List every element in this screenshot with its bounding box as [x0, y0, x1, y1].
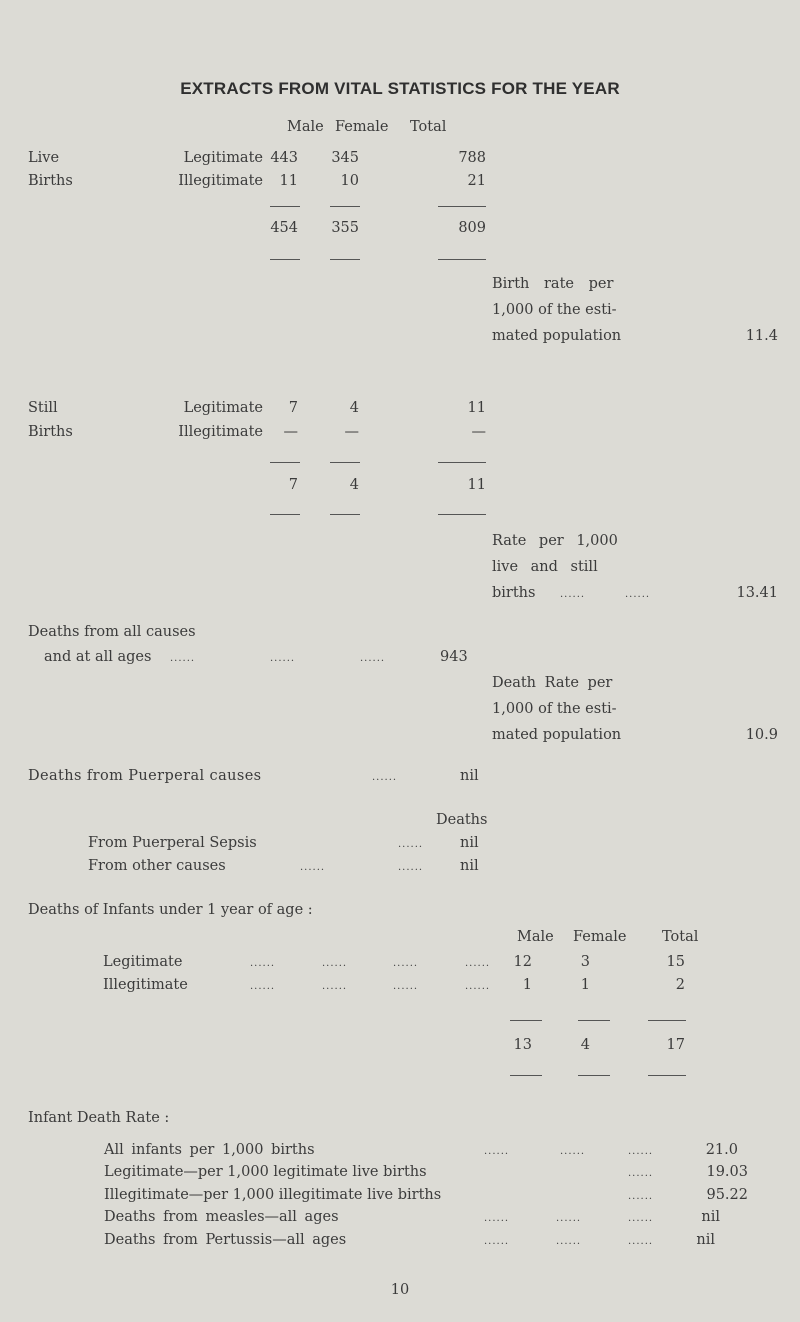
total-cell: 11 — [467, 477, 486, 493]
rule — [270, 514, 300, 515]
row-label: From other causes — [88, 858, 226, 874]
rule — [648, 1075, 686, 1076]
leader-dots: ...... — [398, 862, 424, 873]
total-cell: 4 — [580, 1037, 590, 1053]
row-label: All infants per 1,000 births — [104, 1142, 315, 1158]
col-female: Female — [573, 929, 627, 945]
rule — [510, 1020, 542, 1021]
cell: — — [471, 424, 486, 440]
leader-dots: ...... — [484, 1236, 510, 1247]
col-male: Male — [287, 119, 324, 135]
row-label: Legitimate — [103, 954, 183, 970]
row-label: Illegitimate — [103, 977, 188, 993]
row-label: Legitimate — [183, 150, 263, 166]
col-total: Total — [662, 929, 699, 945]
cell: 11 — [279, 173, 298, 189]
row-label: Deaths from Pertussis—all ages — [104, 1232, 347, 1248]
cell: — — [344, 424, 359, 440]
births-label: Births — [28, 173, 73, 189]
row-label: Illegitimate—per 1,000 illegitimate live births — [104, 1187, 442, 1203]
page-number: 10 — [390, 1282, 410, 1298]
cell: — — [283, 424, 298, 440]
leader-dots: ...... — [465, 981, 491, 992]
leader-dots: ...... — [372, 772, 398, 783]
total-cell: 355 — [331, 220, 359, 236]
still-label: Still — [28, 400, 58, 416]
rate-text: mated population — [492, 328, 622, 344]
total-cell: 17 — [666, 1037, 685, 1053]
leader-dots: ...... — [250, 981, 276, 992]
total-cell: 4 — [349, 477, 359, 493]
leader-dots: ...... — [556, 1236, 582, 1247]
row-value: nil — [460, 858, 479, 874]
col-total: Total — [410, 119, 447, 135]
rate-text: Death Rate per — [492, 675, 613, 691]
rule — [330, 514, 360, 515]
leader-dots: ...... — [300, 862, 326, 873]
cell: 3 — [580, 954, 590, 970]
leader-dots: ...... — [625, 589, 651, 600]
row-value: nil — [460, 835, 479, 851]
cell: 21 — [467, 173, 486, 189]
row-label: Deaths from measles—all ages — [104, 1209, 339, 1225]
rule — [330, 462, 360, 463]
cell: 2 — [675, 977, 685, 993]
live-label: Live — [28, 150, 60, 166]
deaths-all-label: and at all ages — [44, 649, 152, 665]
total-cell: 809 — [458, 220, 486, 236]
total-cell: 454 — [270, 220, 298, 236]
row-label: Legitimate — [183, 400, 263, 416]
leader-dots: ...... — [560, 1146, 586, 1157]
leader-dots: ...... — [484, 1146, 510, 1157]
deaths-all-value: 943 — [440, 649, 468, 665]
row-value: 95.22 — [706, 1187, 748, 1203]
rule — [578, 1020, 610, 1021]
rule — [438, 259, 486, 260]
page-title: EXTRACTS FROM VITAL STATISTICS FOR THE YEAR — [180, 79, 620, 98]
cell: 443 — [270, 150, 298, 166]
puerperal-label: Deaths from Puerperal causes — [28, 768, 262, 784]
row-label: From Puerperal Sepsis — [88, 835, 257, 851]
rule — [330, 259, 360, 260]
cell: 1 — [522, 977, 532, 993]
deaths-all-label: Deaths from all causes — [28, 624, 196, 640]
still-rate-value: 13.41 — [736, 585, 778, 601]
cell: 1 — [580, 977, 590, 993]
leader-dots: ...... — [393, 981, 419, 992]
rate-text: 1,000 of the esti- — [492, 302, 617, 318]
leader-dots: ...... — [628, 1146, 654, 1157]
infants-heading: Deaths of Infants under 1 year of age : — [28, 902, 313, 918]
row-value: nil — [701, 1209, 720, 1225]
leader-dots: ...... — [628, 1236, 654, 1247]
leader-dots: ...... — [250, 958, 276, 969]
rule — [438, 462, 486, 463]
leader-dots: ...... — [322, 958, 348, 969]
leader-dots: ...... — [398, 839, 424, 850]
cell: 15 — [666, 954, 685, 970]
leader-dots: ...... — [628, 1168, 654, 1179]
total-cell: 13 — [513, 1037, 532, 1053]
births-label: Births — [28, 424, 73, 440]
rule — [270, 206, 300, 207]
leader-dots: ...... — [628, 1213, 654, 1224]
rule — [330, 206, 360, 207]
cell: 7 — [288, 400, 298, 416]
rule — [438, 206, 486, 207]
row-label: Legitimate—per 1,000 legitimate live births — [104, 1164, 427, 1180]
rate-text: mated population — [492, 727, 622, 743]
puerperal-value: nil — [460, 768, 479, 784]
leader-dots: ...... — [628, 1191, 654, 1202]
birth-rate-value: 11.4 — [745, 328, 778, 344]
cell: 11 — [467, 400, 486, 416]
rate-text: Rate per 1,000 — [492, 533, 618, 549]
leader-dots: ...... — [360, 653, 386, 664]
death-rate-value: 10.9 — [745, 727, 778, 743]
leader-dots: ...... — [270, 653, 296, 664]
row-value: 21.0 — [705, 1142, 738, 1158]
col-female: Female — [335, 119, 389, 135]
rate-text: live and still — [492, 559, 598, 575]
rule — [578, 1075, 610, 1076]
total-cell: 7 — [288, 477, 298, 493]
row-value: nil — [696, 1232, 715, 1248]
row-value: 19.03 — [706, 1164, 748, 1180]
leader-dots: ...... — [170, 653, 196, 664]
rate-text: 1,000 of the esti- — [492, 701, 617, 717]
row-label: Illegitimate — [178, 173, 263, 189]
cell: 788 — [458, 150, 486, 166]
cell: 10 — [340, 173, 359, 189]
cell: 345 — [331, 150, 359, 166]
rule — [438, 514, 486, 515]
row-label: Illegitimate — [178, 424, 263, 440]
infant-rate-heading: Infant Death Rate : — [28, 1110, 170, 1126]
leader-dots: ...... — [393, 958, 419, 969]
leader-dots: ...... — [560, 589, 586, 600]
cell: 4 — [349, 400, 359, 416]
rate-text: Birth rate per — [492, 276, 614, 292]
leader-dots: ...... — [556, 1213, 582, 1224]
rule — [270, 259, 300, 260]
cell: 12 — [513, 954, 532, 970]
col-male: Male — [517, 929, 554, 945]
leader-dots: ...... — [465, 958, 491, 969]
leader-dots: ...... — [484, 1213, 510, 1224]
deaths-header: Deaths — [436, 812, 488, 828]
rule — [270, 462, 300, 463]
rule — [648, 1020, 686, 1021]
rate-text: births — [492, 585, 536, 601]
rule — [510, 1075, 542, 1076]
leader-dots: ...... — [322, 981, 348, 992]
